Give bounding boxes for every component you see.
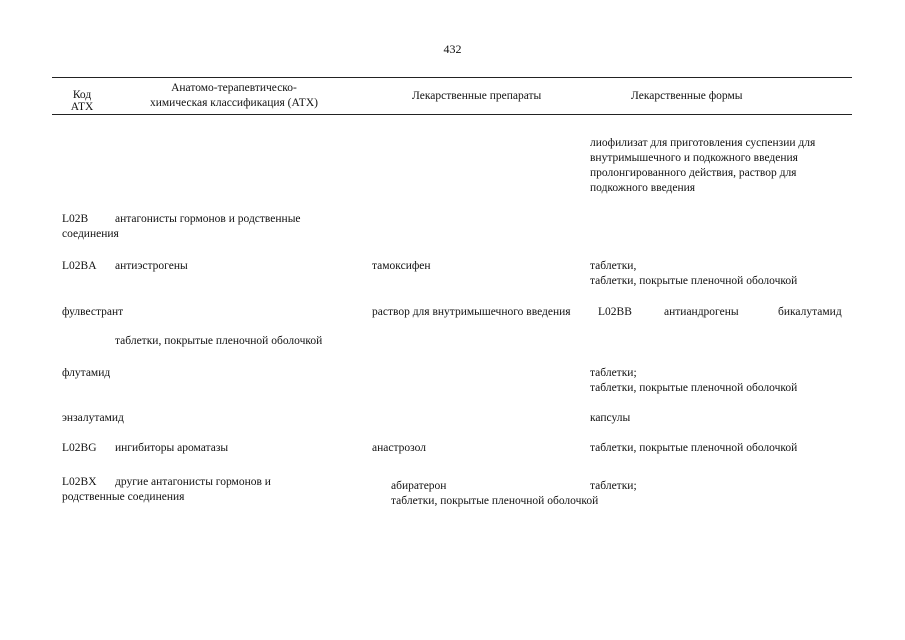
drug-name: флутамид <box>62 367 111 379</box>
form-line: пролонгированного действия, раствор для <box>590 167 797 179</box>
atc-class: антиандрогены <box>664 306 739 318</box>
header-top-rule <box>52 77 852 78</box>
column-header-code <box>62 88 102 115</box>
drug-name: абиратерон <box>391 480 447 492</box>
column-header-drugs: Лекарственные препараты <box>412 90 542 102</box>
atc-class: антагонисты гормонов и родственные <box>115 213 301 225</box>
drug-name: бикалутамид <box>778 306 842 318</box>
atc-code: L02BX <box>62 476 97 488</box>
dosage-form: таблетки, покрытые пленочной оболочкой <box>115 335 323 347</box>
header-bottom-rule <box>52 114 852 115</box>
atc-class-continued: соединения <box>62 228 119 240</box>
drug-name: фулвестрант <box>62 306 124 318</box>
form-line: внутримышечного и подкожного введения <box>590 152 798 164</box>
page-number: 432 <box>443 42 462 56</box>
atc-code: L02BG <box>62 442 97 454</box>
atc-class: другие антагонисты гормонов и <box>115 476 271 488</box>
dosage-form: таблетки, покрытые пленочной оболочкой <box>391 495 599 507</box>
column-header-classification-line1: Анатомо-терапевтическо- <box>171 82 297 94</box>
column-header-forms: Лекарственные формы <box>631 90 743 102</box>
form-line: таблетки, покрытые пленочной оболочкой <box>590 382 798 394</box>
form-line: таблетки, покрытые пленочной оболочкой <box>590 275 798 287</box>
form-line: лиофилизат для приготовления суспензии для <box>590 137 816 149</box>
dosage-form: таблетки, покрытые пленочной оболочкой <box>590 442 798 454</box>
column-header-code-line1: Код <box>72 89 92 101</box>
drug-name: анастрозол <box>372 442 426 454</box>
atc-code: L02B <box>62 213 89 225</box>
atc-code: L02BB <box>598 306 632 318</box>
dosage-form-cell <box>590 259 797 289</box>
atc-class: ингибиторы ароматазы <box>115 442 229 454</box>
atc-code: L02BA <box>62 260 97 272</box>
dosage-form-cell <box>590 136 815 196</box>
form-line: таблетки; <box>590 367 637 379</box>
dosage-form: раствор для внутримышечного введения <box>372 306 571 318</box>
dosage-form: капсулы <box>590 412 631 424</box>
drug-name: энзалутамид <box>62 412 124 424</box>
column-header-code-line2: АТХ <box>70 101 94 113</box>
dosage-form: таблетки; <box>590 480 637 492</box>
column-header-classification <box>150 81 318 111</box>
form-line: таблетки, <box>590 260 637 272</box>
column-header-classification-line2: химическая классификация (АТХ) <box>150 97 318 109</box>
atc-class: антиэстрогены <box>115 260 188 272</box>
drug-name: тамоксифен <box>372 260 431 272</box>
form-line: подкожного введения <box>590 182 696 194</box>
atc-class-continued: родственные соединения <box>62 491 185 503</box>
dosage-form-cell <box>590 366 797 396</box>
